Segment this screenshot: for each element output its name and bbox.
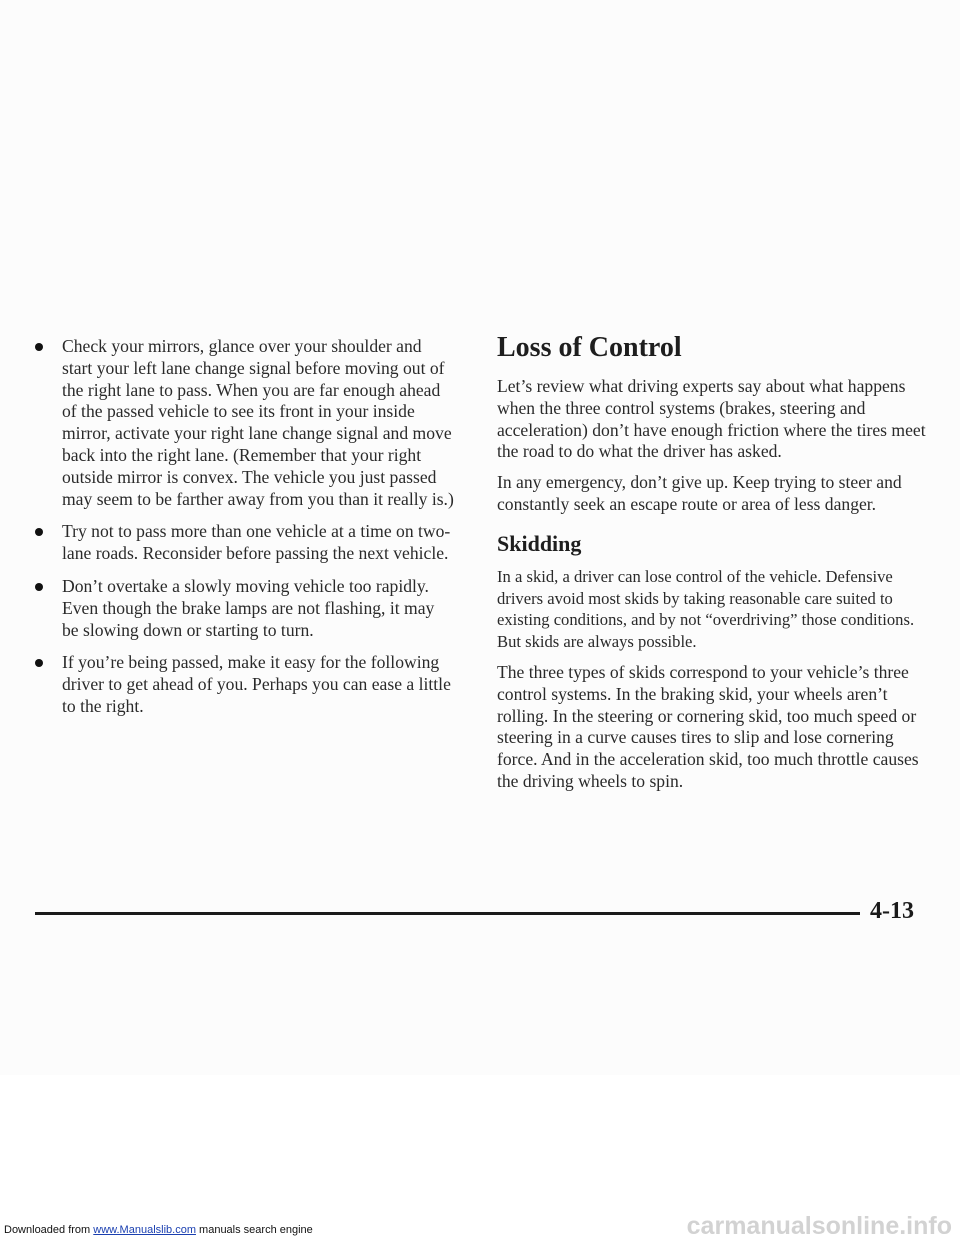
right-column <box>497 330 937 802</box>
paragraph: The three types of skids correspond to your vehicle’s three control systems. In the braking skid, your wheels aren’t rolling. In the steering or cornering skid, too much speed or steering in a curve causes tires to slip and lose cornering force. And in the acceleration skid, too much throttle causes the driving wheels to spin. <box>497 661 919 791</box>
bullet-item-overtake <box>35 576 455 641</box>
bullet-icon <box>35 583 43 591</box>
paragraph: In a skid, a driver can lose control of the vehicle. Defensive drivers avoid most skids by taking reasonable care suited to existing conditions, and by not “overdriving” those conditions. But skids are always possible. <box>497 566 915 652</box>
watermark: carmanualsonline.info <box>686 1212 952 1240</box>
bullet-text: If you’re being passed, make it easy for the following driver to get ahead of you. Perhaps you can ease a little to the right. <box>62 652 451 716</box>
bullet-icon <box>35 659 43 667</box>
bullet-item-being-passed <box>35 652 455 717</box>
left-column <box>35 336 455 729</box>
bullet-icon <box>35 528 43 536</box>
section-heading: Loss of Control <box>497 332 682 363</box>
bullet-text: Don’t overtake a slowly moving vehicle too rapidly. Even though the brake lamps are not flashing, it may be slowing down or starting to turn. <box>62 575 435 640</box>
bullet-item-mirrors <box>35 336 455 510</box>
bullet-text: Try not to pass more than one vehicle at a time on two-lane roads. Reconsider before passing the next vehicle. <box>62 521 451 564</box>
footer-rule <box>35 912 860 915</box>
manualslib-link[interactable]: www.Manualslib.com <box>93 1224 196 1236</box>
bullet-item-two-lane <box>35 521 455 565</box>
page-number: 4-13 <box>870 898 914 924</box>
subsection-heading: Skidding <box>497 530 582 556</box>
paragraph: Let’s review what driving experts say about what happens when the three control systems (brakes, steering and acceleration) don’t have enough friction where the tires meet the road to do what the driver has asked. <box>497 376 926 462</box>
footer-prefix: Downloaded from <box>4 1224 94 1236</box>
bullet-text: Check your mirrors, glance over your shoulder and start your left lane change signal before moving out of the right lane to pass. When you are far enough ahead of the passed vehicle to see its front in your inside mirror, activate your right lane change signal and move back into the right lane. (Remember that your right outside mirror is convex. The vehicle you just passed may seem to be farther away from you than it really is.) <box>62 336 454 509</box>
footer-suffix: manuals search engine <box>195 1224 313 1236</box>
download-footer <box>4 1224 313 1236</box>
passing-tips-list <box>35 336 455 718</box>
bullet-icon <box>35 343 43 351</box>
paragraph: In any emergency, don’t give up. Keep trying to steer and constantly seek an escape route or area of less danger. <box>497 472 902 514</box>
